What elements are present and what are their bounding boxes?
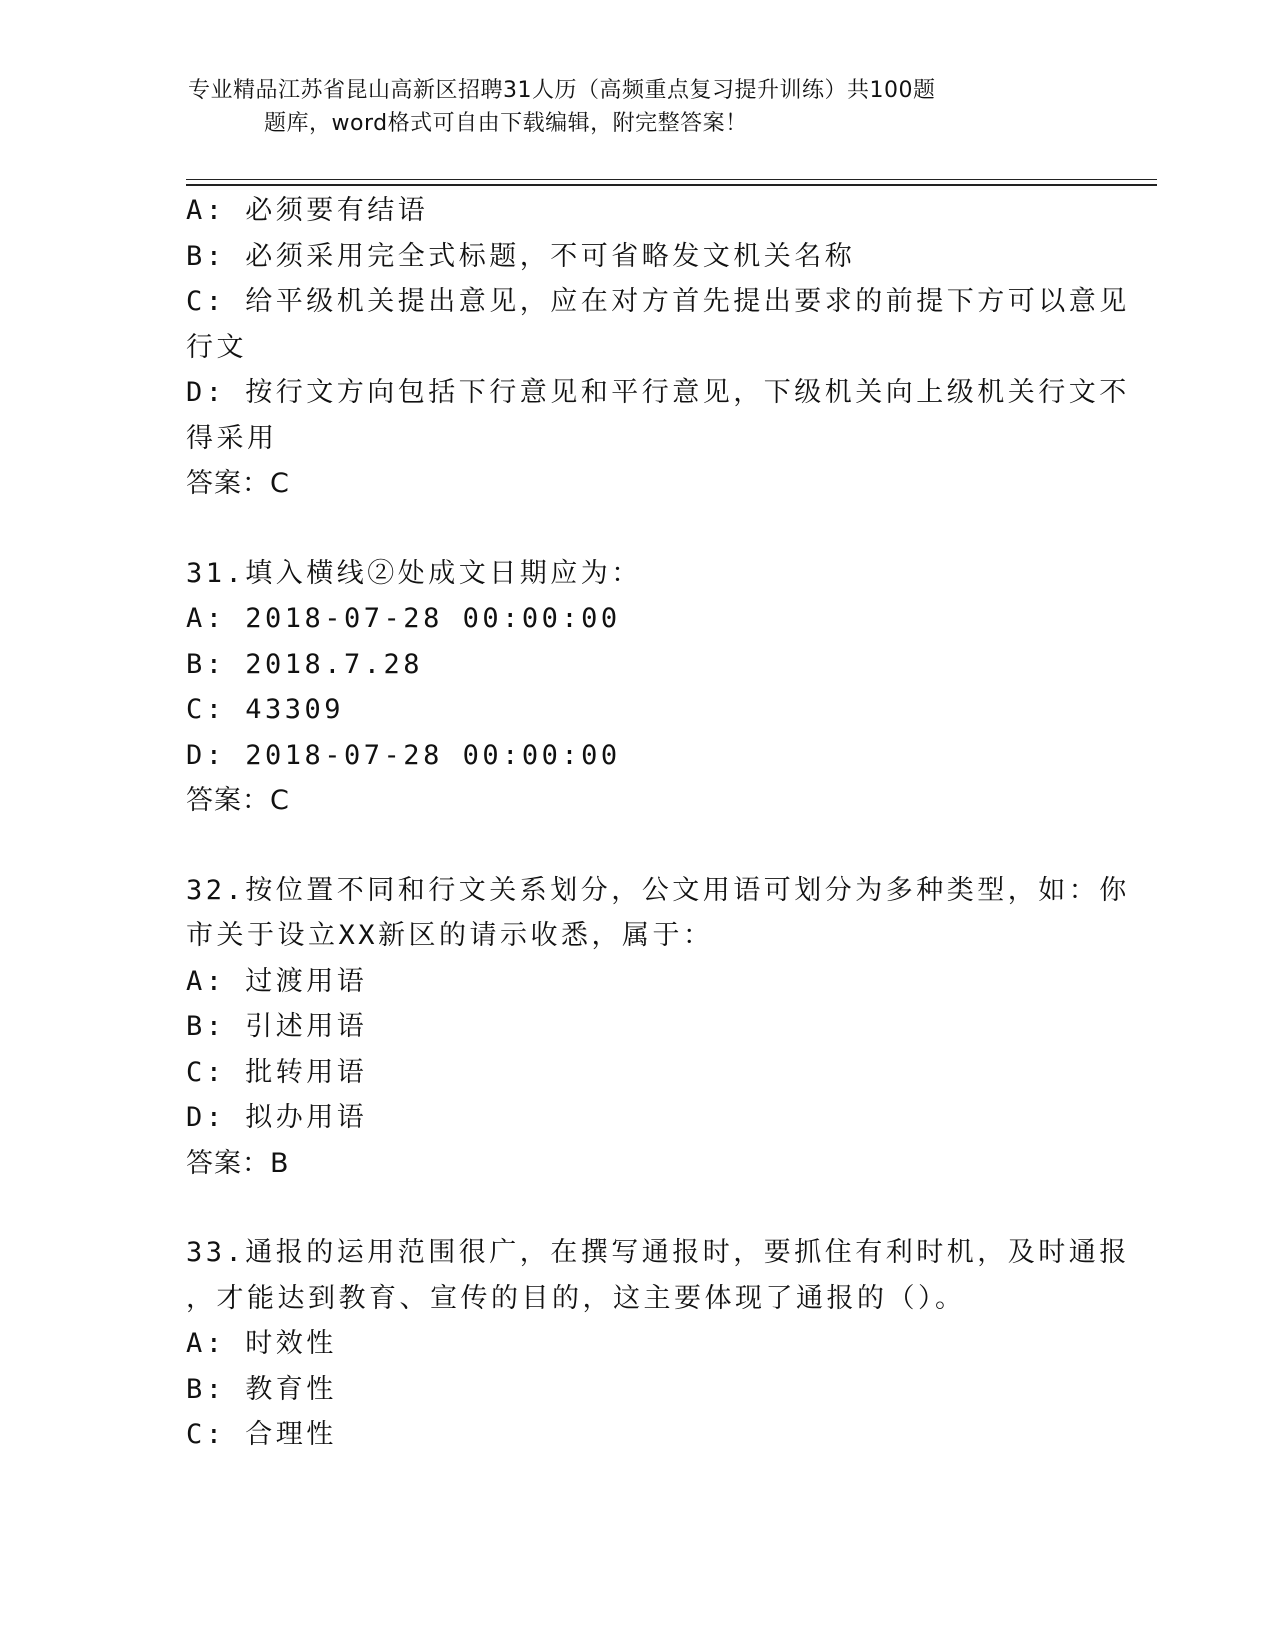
option-line: A: 必须要有结语 — [186, 195, 429, 226]
question-31 — [186, 551, 1091, 824]
question-block-continued — [186, 188, 1130, 507]
question-32 — [186, 868, 1130, 1187]
question-text: 32.按位置不同和行文关系划分，公文用语可划分为多种类型，如：你 — [186, 874, 1130, 906]
option-line: C: 批转用语 — [186, 1056, 368, 1088]
question-text: 33.通报的运用范围很广，在撰写通报时，要抓住有利时机，及时通报 — [186, 1237, 1130, 1268]
option-line: C: 合理性 — [186, 1419, 337, 1450]
option-line: D: 拟办用语 — [186, 1102, 368, 1133]
header-rule-thin — [186, 179, 1157, 180]
header-title-line-2: 题库，word格式可自由下载编辑，附完整答案！ — [264, 111, 748, 136]
question-33 — [186, 1230, 1130, 1458]
option-line: B: 必须采用完全式标题，不可省略发文机关名称 — [186, 240, 856, 272]
document-body — [186, 188, 1130, 1458]
answer-line: 答案：C — [186, 785, 290, 816]
option-line: B: 教育性 — [186, 1373, 337, 1405]
option-line: A: 2018-07-28 00:00:00 — [186, 603, 621, 634]
option-line: D: 2018-07-28 00:00:00 — [186, 739, 621, 771]
answer-line: 答案：B — [186, 1147, 290, 1179]
option-line: 行文 — [186, 331, 247, 363]
option-line: 得采用 — [186, 422, 278, 454]
question-text: ，才能达到教育、宣传的目的，这主要体现了通报的（）。 — [186, 1282, 966, 1314]
option-line: B: 2018.7.28 — [186, 648, 424, 680]
header-rule-thick — [186, 184, 1157, 186]
option-line: A: 过渡用语 — [186, 965, 368, 997]
option-line: C: 给平级机关提出意见，应在对方首先提出要求的前提下方可以意见 — [186, 286, 1130, 317]
question-text: 市关于设立XX新区的请示收悉，属于： — [186, 920, 714, 951]
question-text: 31.填入横线②处成文日期应为： — [186, 557, 642, 589]
option-line: C: 43309 — [186, 694, 345, 725]
answer-line: 答案：C — [186, 468, 290, 499]
header-title-line-1: 专业精品江苏省昆山高新区招聘31人历（高频重点复习提升训练）共100题 — [188, 78, 936, 103]
document-header — [188, 74, 1068, 140]
option-line: B: 引述用语 — [186, 1011, 368, 1042]
option-line: D: 按行文方向包括下行意见和平行意见，下级机关向上级机关行文不 — [186, 377, 1130, 408]
option-line: A: 时效性 — [186, 1328, 337, 1359]
